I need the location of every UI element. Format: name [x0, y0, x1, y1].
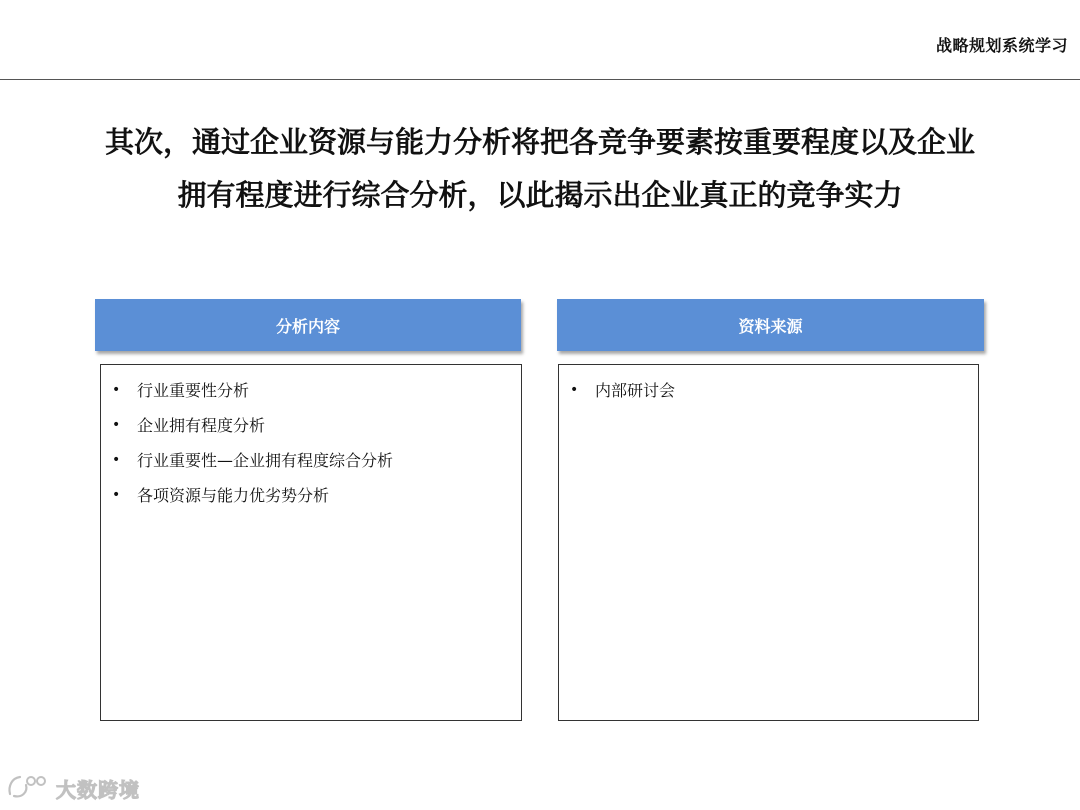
header-title: 战略规划系统学习: [935, 36, 1068, 55]
analysis-content-title: 分析内容: [275, 316, 340, 336]
list-item: [101, 443, 521, 478]
list-item-label: 企业拥有程度分析: [137, 416, 266, 435]
page-headline: [40, 116, 1040, 222]
watermark: [6, 772, 140, 804]
list-item: [559, 373, 978, 408]
bullet-icon: •: [112, 417, 121, 433]
analysis-content-header: [95, 299, 521, 351]
data-source-box: [558, 364, 979, 721]
list-item: [101, 478, 521, 513]
header-divider: [0, 79, 1080, 80]
list-item: [101, 408, 521, 443]
bullet-icon: •: [112, 382, 121, 398]
headline-line-1: 其次，通过企业资源与能力分析将把各竞争要素按重要程度以及企业: [104, 125, 975, 159]
data-source-title: 资料来源: [738, 316, 803, 336]
brand-logo-icon: [6, 772, 52, 804]
bullet-icon: •: [112, 487, 121, 503]
analysis-content-box: [100, 364, 522, 721]
list-item-label: 行业重要性分析: [137, 381, 250, 400]
list-item-label: 行业重要性—企业拥有程度综合分析: [137, 451, 394, 470]
data-source-list: [559, 365, 978, 408]
watermark-text: 大数跨境: [56, 777, 140, 802]
bullet-icon: •: [112, 452, 121, 468]
data-source-header: [557, 299, 984, 351]
list-item-label: 各项资源与能力优劣势分析: [137, 486, 330, 505]
list-item-label: 内部研讨会: [595, 381, 676, 400]
headline-line-2: 拥有程度进行综合分析，以此揭示出企业真正的竞争实力: [177, 178, 903, 212]
bullet-icon: •: [570, 382, 579, 398]
list-item: [101, 373, 521, 408]
analysis-content-list: [101, 365, 521, 513]
